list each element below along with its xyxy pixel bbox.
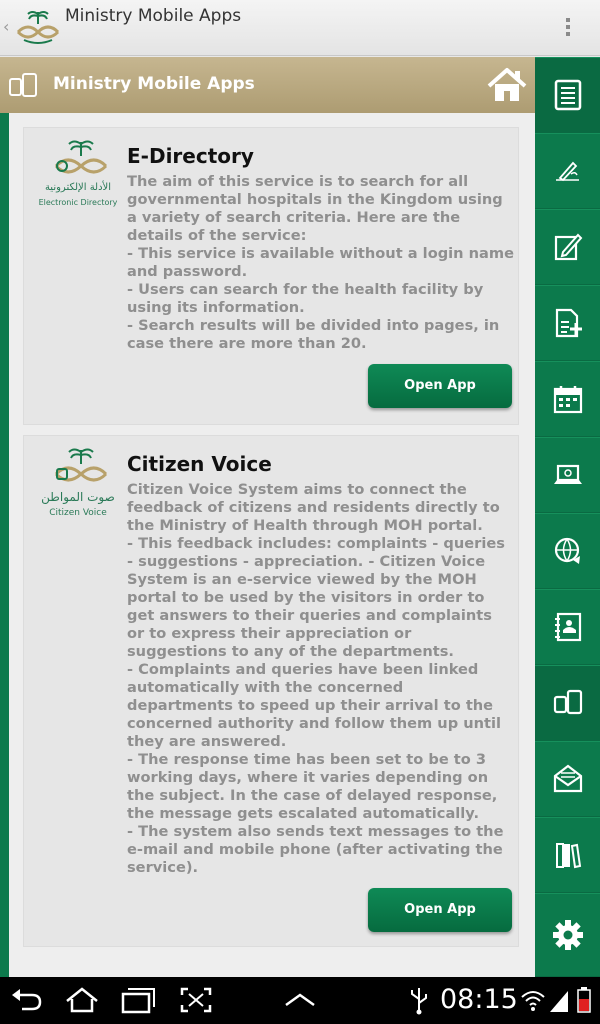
app-list[interactable] xyxy=(9,113,535,977)
mobile-devices-icon xyxy=(551,686,585,720)
document-list-icon xyxy=(551,78,585,112)
moh-logo-icon[interactable] xyxy=(14,8,62,46)
citizen-voice-logo-icon xyxy=(38,446,124,488)
edit-form-icon xyxy=(551,230,585,264)
sidebar-nav xyxy=(535,57,600,977)
contact-book-icon xyxy=(551,610,585,644)
overflow-menu-icon[interactable] xyxy=(558,16,578,40)
wifi-icon xyxy=(520,985,546,1015)
app-description: Citizen Voice System aims to connect the feedback of citizens and residents directly to the Ministry of Health through MOH portal. - This feedback includes: complaints - queries - suggestions - appreciation. - Citizen Voice System is an e-service viewed by the MOH portal to be used by the visitors in order to get answers to their queries and complaints or to express their appreciation or suggestions to any of the departments. - Complaints and queries have been linked automatically with the concerned departments to speed up their arrival to the concerned authority and follow them up until they are answered. - The response time has been set to be to 3 working days, where it varies depending on the subject. In the case of delayed response, the message gets escalated automatically. - The system also sends text messages to the e-mail and mobile phone (after activating the service). xyxy=(127,481,505,876)
sidebar-item-signature[interactable] xyxy=(535,133,600,209)
sidebar-item-apps[interactable] xyxy=(535,57,600,133)
status-clock: 08:15 xyxy=(440,984,518,1015)
up-caret-icon[interactable]: ‹ xyxy=(3,17,10,36)
app-card-e-directory xyxy=(23,127,519,425)
app-title: E-Directory xyxy=(127,144,254,168)
sidebar-item-mobile-apps[interactable] xyxy=(535,665,600,741)
add-document-icon xyxy=(551,306,585,340)
action-bar xyxy=(0,0,600,56)
citizen-voice-logo-english: Citizen Voice xyxy=(49,508,107,518)
open-app-button[interactable]: Open App xyxy=(368,888,512,932)
mobile-devices-icon xyxy=(7,71,39,99)
back-icon[interactable] xyxy=(8,985,44,1015)
screenshot-icon[interactable] xyxy=(178,985,214,1015)
sidebar-item-library[interactable] xyxy=(535,817,600,893)
sidebar-item-add-document[interactable] xyxy=(535,285,600,361)
calendar-icon xyxy=(551,382,585,416)
sidebar-item-edit[interactable] xyxy=(535,209,600,285)
mail-icon xyxy=(551,762,585,796)
system-navigation-bar xyxy=(0,977,600,1024)
sidebar-item-eservices[interactable] xyxy=(535,437,600,513)
home-nav-icon[interactable] xyxy=(64,985,100,1015)
e-directory-logo-english: Electronic Directory xyxy=(38,198,118,207)
e-directory-logo-arabic: الأدلة الإلكترونية xyxy=(44,182,112,193)
sidebar-item-contacts[interactable] xyxy=(535,589,600,665)
usb-icon xyxy=(405,985,433,1015)
sidebar-item-settings[interactable] xyxy=(535,893,600,977)
section-header xyxy=(0,57,535,113)
app-title: Citizen Voice xyxy=(127,452,272,476)
section-title: Ministry Mobile Apps xyxy=(53,74,255,94)
menu-up-icon[interactable] xyxy=(282,985,318,1015)
settings-icon xyxy=(551,918,585,952)
sidebar-item-mail[interactable] xyxy=(535,741,600,817)
sidebar-item-web[interactable] xyxy=(535,513,600,589)
signal-icon xyxy=(548,985,570,1015)
app-description: The aim of this service is to search for all governmental hospitals in the Kingdom using a variety of search criteria. Here are the details of the service: - This service is available without a login name and password. - Users can search for the health facility by using its information. - Search results will be divided into pages, in case there are more than 20. xyxy=(127,173,514,352)
sidebar-item-calendar[interactable] xyxy=(535,361,600,437)
laptop-icon xyxy=(551,458,585,492)
signature-icon xyxy=(551,154,585,188)
home-icon[interactable] xyxy=(486,65,528,105)
left-accent-stripe xyxy=(0,113,9,977)
citizen-voice-logo-arabic: صوت المواطن xyxy=(41,490,115,504)
globe-icon xyxy=(551,534,585,568)
app-bar-title: Ministry Mobile Apps xyxy=(65,6,242,26)
battery-icon xyxy=(574,985,594,1015)
open-app-button[interactable]: Open App xyxy=(368,364,512,408)
app-card-citizen-voice xyxy=(23,435,519,947)
recent-apps-icon[interactable] xyxy=(120,985,156,1015)
books-icon xyxy=(551,838,585,872)
e-directory-logo-icon xyxy=(38,138,124,180)
